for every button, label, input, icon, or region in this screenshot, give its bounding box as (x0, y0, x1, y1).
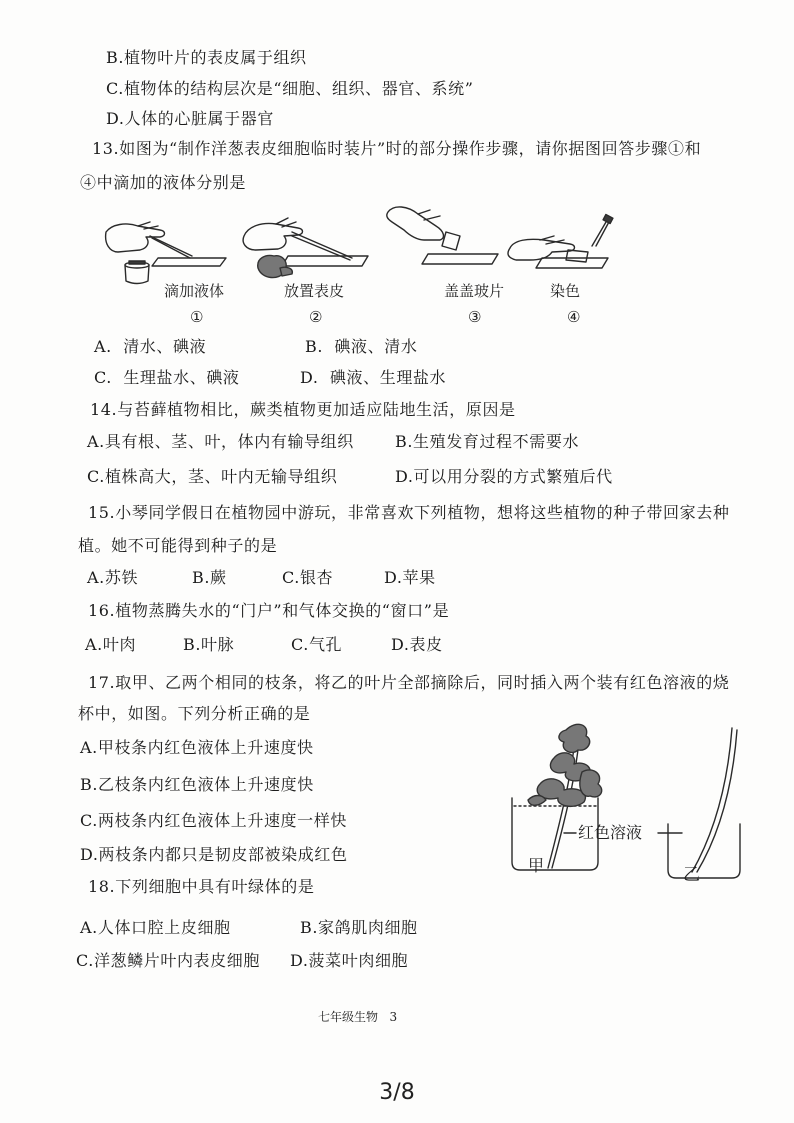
step4-label: 染色 (550, 282, 581, 300)
q14-option-a: A.具有根、茎、叶，体内有输导组织 (87, 432, 354, 451)
q15-option-d: D.苹果 (384, 568, 436, 587)
q15-option-a: A.苏铁 (87, 568, 139, 587)
step2-number: ② (309, 308, 323, 326)
q15-stem-line2: 植。她不可能得到种子的是 (78, 536, 278, 555)
q16-option-d: D.表皮 (391, 635, 443, 654)
q14-option-d: D.可以用分裂的方式繁殖后代 (395, 467, 613, 486)
page-footer: 七年级生物 3 (318, 1010, 398, 1024)
q17-option-a: A.甲枝条内红色液体上升速度快 (80, 738, 314, 757)
q18-option-b: B.家鸽肌肉细胞 (300, 918, 418, 937)
q15-option-c: C.银杏 (282, 568, 334, 587)
step1-label: 滴加液体 (164, 282, 225, 300)
beaker-left-drawing (512, 724, 602, 870)
q12-option-b: B.植物叶片的表皮属于组织 (106, 48, 307, 67)
q16-stem: 16.植物蒸腾失水的“门户”和气体交换的“窗口”是 (88, 601, 450, 620)
step1-number: ① (190, 308, 204, 326)
step2-label: 放置表皮 (284, 282, 345, 300)
q13-option-a: A. 清水、碘液 (94, 337, 207, 356)
step4-drawing (508, 214, 613, 268)
step4-number: ④ (567, 308, 581, 326)
beaker-right-drawing (668, 728, 740, 878)
q13-option-c: C. 生理盐水、碘液 (94, 368, 240, 387)
q16-option-c: C.气孔 (291, 635, 343, 654)
q14-stem: 14.与苔藓植物相比，蕨类植物更加适应陆地生活，原因是 (90, 400, 516, 419)
q18-stem: 18.下列细胞中具有叶绿体的是 (88, 877, 315, 896)
q17-option-c: C.两枝条内红色液体上升速度一样快 (80, 811, 347, 830)
step1-drawing (106, 222, 226, 284)
q17-beaker-left-label: 甲 (528, 856, 545, 875)
q13-option-d: D. 碘液、生理盐水 (300, 368, 447, 387)
q14-option-b: B.生殖发育过程不需要水 (395, 432, 580, 451)
q17-option-d: D.两枝条内都只是韧皮部被染成红色 (80, 845, 348, 864)
q17-solution-label: 红色溶液 (578, 823, 643, 842)
step3-label: 盖盖玻片 (444, 282, 505, 300)
q14-option-c: C.植株高大，茎、叶内无输导组织 (87, 467, 338, 486)
q18-option-a: A.人体口腔上皮细胞 (80, 918, 231, 937)
q15-option-b: B.蕨 (192, 568, 227, 587)
step2-drawing (243, 218, 368, 278)
page-indicator: 3/8 (379, 1080, 415, 1105)
q13-stem-line2: ④中滴加的液体分别是 (80, 173, 247, 192)
q13-option-b: B. 碘液、清水 (305, 337, 418, 356)
q12-option-c: C.植物体的结构层次是“细胞、组织、器官、系统” (106, 79, 474, 98)
q17-option-b: B.乙枝条内红色液体上升速度快 (80, 775, 314, 794)
q17-beaker-right-label: 乙 (683, 865, 700, 885)
q17-stem-line2: 杯中，如图。下列分析正确的是 (78, 704, 311, 723)
q15-stem-line1: 15.小琴同学假日在植物园中游玩，非常喜欢下列植物，想将这些植物的种子带回家去种 (88, 503, 730, 522)
q18-option-c: C.洋葱鳞片叶内表皮细胞 (76, 951, 260, 970)
q17-stem-line1: 17.取甲、乙两个相同的枝条，将乙的叶片全部摘除后，同时插入两个装有红色溶液的烧 (88, 673, 730, 692)
q16-option-a: A.叶肉 (85, 635, 137, 654)
q18-option-d: D.菠菜叶肉细胞 (290, 951, 409, 970)
q12-option-d: D.人体的心脏属于器官 (106, 109, 274, 128)
step3-drawing (387, 207, 498, 264)
step3-number: ③ (468, 308, 482, 326)
q16-option-b: B.叶脉 (183, 635, 235, 654)
q13-stem-line1: 13.如图为“制作洋葱表皮细胞临时装片”时的部分操作步骤，请你据图回答步骤①和 (92, 139, 702, 158)
